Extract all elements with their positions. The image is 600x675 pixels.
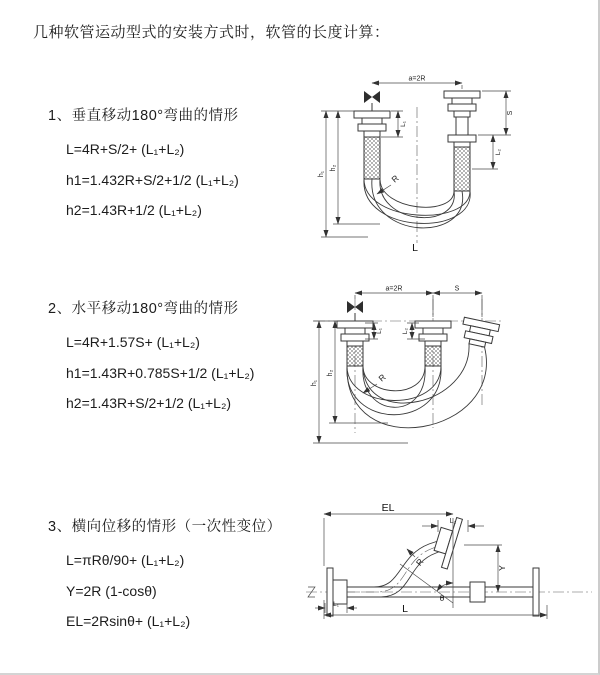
dim-label-h1: h₁ [311, 379, 318, 387]
section-lateral-displacement [48, 515, 282, 637]
dim-label-l2: L₂ [495, 148, 502, 156]
formula-Y: Y=2R (1-cosθ) [66, 582, 157, 599]
dim-label-s: S [454, 285, 460, 293]
moved-flange [430, 514, 462, 569]
section-1-heading: 1、垂直移动180°弯曲的情形 [48, 108, 239, 124]
left-flange [327, 568, 347, 616]
moved-right-fitting [459, 317, 499, 349]
vertical-centerlines [355, 299, 482, 433]
formula-L: L=πRθ/90+ (L₁+L₂) [66, 552, 185, 568]
radius-label: R [413, 556, 426, 568]
right-flange [533, 568, 539, 616]
angle-label: θ [439, 593, 445, 603]
dim-label-l1: L₁ [333, 601, 339, 608]
dim-label-a2r: a=2R [385, 285, 403, 293]
diagram-vertical-180-bend [310, 73, 540, 258]
dimension-S [478, 91, 514, 135]
braided-hose-section [425, 346, 441, 366]
page-title: 几种软管运动型式的安装方式时，软管的长度计算： [33, 24, 390, 41]
hose-u-bend-curves [347, 344, 487, 428]
dim-label-a2r: a=2R [408, 75, 426, 83]
formula-L: L=4R+1.57S+ (L₁+L₂) [66, 334, 200, 350]
section-2-heading: 2、水平移动180°弯曲的情形 [48, 301, 239, 317]
braided-hose-section [364, 137, 380, 179]
braided-hose-section [454, 147, 470, 191]
length-label: L [412, 242, 418, 254]
dimension-a-2R [355, 286, 482, 318]
radius-label: R [376, 371, 388, 384]
formula-L: L=4R+S/2+ (L₁+L₂) [66, 141, 185, 157]
dim-label-s: S [507, 110, 514, 116]
dim-label-l1: L₁ [376, 328, 383, 334]
dim-label-l: L [402, 603, 408, 615]
formula-EL: EL=2Rsinθ+ (L₁+L₂) [66, 613, 191, 629]
radius-label: R [389, 172, 401, 185]
formula-h2: h2=1.43R+1/2 (L₁+L₂) [66, 202, 202, 218]
dimension-L1 [315, 601, 357, 613]
section-3-heading: 3、横向位移的情形（一次性变位） [48, 519, 282, 535]
dim-label-h2: h₂ [330, 164, 337, 172]
displaced-s-curve-hose [347, 541, 443, 597]
dimension-a-2R [372, 76, 462, 90]
dim-label-h2: h₂ [327, 369, 334, 377]
right-fitting-two-positions [444, 91, 480, 191]
dimension-S [433, 286, 482, 294]
middle-fitting [415, 321, 451, 366]
section-horizontal-movement [48, 297, 254, 419]
dimension-L [324, 600, 547, 619]
valve-icon [364, 91, 380, 111]
dim-label-y: Y [497, 565, 507, 571]
dim-label-h1: h₁ [318, 170, 325, 178]
braided-hose-section [347, 346, 363, 366]
left-fitting [337, 321, 373, 366]
dim-label-l1: L₁ [400, 121, 407, 127]
dim-label-l2: L₂ [402, 327, 409, 335]
diagram-lateral-displacement [302, 500, 597, 655]
dim-label-l2: L₂ [449, 518, 457, 525]
dim-label-el: EL [381, 502, 395, 514]
formula-h1: h1=1.432R+S/2+1/2 (L₁+L₂) [66, 171, 239, 188]
formula-h2: h2=1.43R+S/2+1/2 (L₁+L₂) [66, 395, 232, 411]
formula-h1: h1=1.43R+0.785S+1/2 (L₁+L₂) [66, 364, 255, 381]
section-vertical-movement [48, 104, 239, 226]
left-fitting [354, 111, 390, 179]
diagram-horizontal-180-bend [308, 283, 528, 475]
